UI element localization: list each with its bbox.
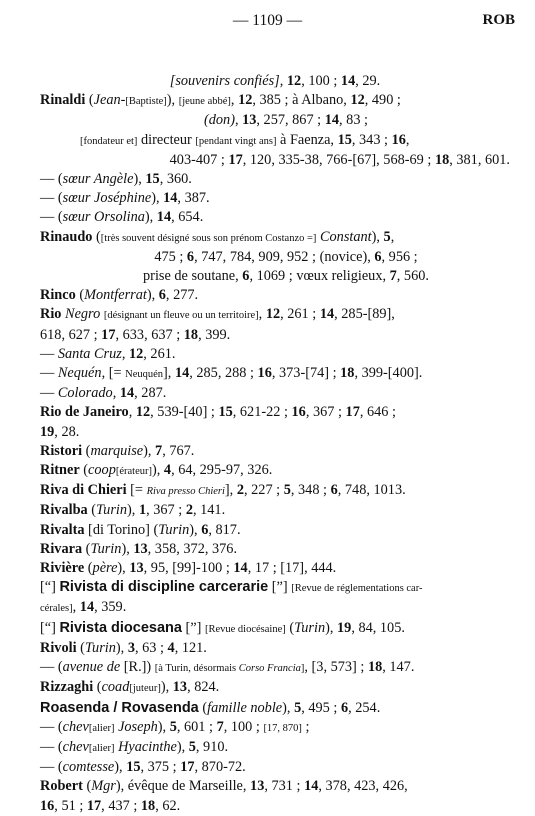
index-entry: [“] Rivista diocesana [”] [Revue diocésaine] (Turin), 19, 84, 105. — [40, 619, 405, 636]
index-line: (don), 13, 257, 867 ; 14, 83 ; — [203, 112, 369, 129]
index-entry: — (chev[alier] Joseph), 5, 601 ; 7, 100 ; [17, 870] ; — [40, 718, 310, 735]
index-entries — [40, 72, 510, 816]
index-entry: Rinco (Montferrat), 6, 277. — [40, 287, 199, 304]
index-line: 403-407 ; 17, 120, 335-38, 766-[67], 568-69 ; 18, 381, 601. — [169, 151, 510, 168]
index-entry: Rivalba (Turin), 1, 367 ; 2, 141. — [40, 502, 226, 519]
index-line: [souvenirs confiés], 12, 100 ; 14, 29. — [169, 73, 381, 89]
index-entry: Riva di Chieri [= Riva presso Chieri], 2, 227 ; 5, 348 ; 6, 748, 1013. — [40, 482, 406, 499]
index-entry: — Colorado, 14, 287. — [40, 385, 167, 402]
index-entry: — (sœur Joséphine), 14, 387. — [40, 190, 210, 207]
index-entry: — (sœur Angèle), 15, 360. — [40, 171, 192, 188]
index-entry: Rivalta [di Torino] (Turin), 6, 817. — [40, 521, 241, 538]
index-line: 618, 627 ; 17, 633, 637 ; 18, 399. — [40, 326, 231, 343]
index-entry: Rinaudo ([très souvent désigné sous son prénom Costanzo =] Constant), 5, 475 ; 6, 747, 784, 909, 952 ; (novice), 6, 956 ; prise de soutane, 6, 1069 ; vœux religieux, 7, 560. — [40, 228, 510, 287]
index-entry: [“] Rivista di discipline carcerarie [”] [Revue de réglementations car- cérales], 14, 359. — [40, 578, 510, 618]
index-entry: Rivara (Turin), 13, 358, 372, 376. — [40, 540, 238, 557]
index-entry: Ritner (coop[érateur]), 4, 64, 295-97, 326. — [40, 462, 273, 479]
index-entry: — (chev[alier] Hyacinthe), 5, 910. — [40, 738, 229, 755]
index-entry: — (comtesse), 15, 375 ; 17, 870-72. — [40, 759, 246, 776]
index-subentry: [fondateur et] directeur [pendant vingt ans] à Faenza, 15, 343 ; 16, 403-407 ; 17, 120, 335-38, 766-[67], 568-69 ; 18, 381, 601. — [40, 131, 510, 170]
index-line: 19, 28. — [40, 423, 80, 440]
index-entry: Rinaldi (Jean-[Baptiste]), [jeune abbé], 12, 385 ; à Albano, 12, 490 ; (don), 13, 257, 867 ; 14, 83 ; — [40, 91, 510, 130]
index-entry: Rivoli (Turin), 3, 63 ; 4, 121. — [40, 639, 207, 656]
index-entry: Rio Negro [désignant un fleuve ou un territoire], 12, 261 ; 14, 285-[89], 618, 627 ; 17, 633, 637 ; 18, 399. — [40, 305, 510, 344]
index-entry: — (avenue de [R.]) [à Turin, désormais Corso Francia], [3, 573] ; 18, 147. — [40, 659, 415, 676]
index-entry: Rivière (père), 13, 95, [99]-100 ; 14, 17 ; [17], 444. — [40, 560, 337, 577]
index-entry: Roasenda / Rovasenda (famille noble), 5, 495 ; 6, 254. — [40, 699, 381, 716]
index-line: 475 ; 6, 747, 784, 909, 952 ; (novice), 6, 956 ; — [154, 248, 418, 265]
index-entry: Robert (Mgr), évêque de Marseille, 13, 731 ; 14, 378, 423, 426, 16, 51 ; 17, 437 ; 18, 62. — [40, 777, 510, 815]
index-line: 16, 51 ; 17, 437 ; 18, 62. — [40, 797, 181, 814]
index-entry: Rizzaghi (coad[juteur]), 13, 824. — [40, 679, 220, 696]
index-entry: — Nequén, [= Neuquén], 14, 285, 288 ; 16, 373-[74] ; 18, 399-[400]. — [40, 365, 423, 382]
index-line: prise de soutane, 6, 1069 ; vœux religieux, 7, 560. — [143, 268, 429, 285]
index-entry: — Santa Cruz, 12, 261. — [40, 345, 176, 362]
index-entry: — (sœur Orsolina), 14, 654. — [40, 209, 204, 226]
index-entry: Rio de Janeiro, 12, 539-[40] ; 15, 621-22 ; 16, 367 ; 17, 646 ; 19, 28. — [40, 403, 510, 441]
running-head: ROB — [482, 12, 515, 28]
page-number: — 1109 — — [232, 12, 303, 29]
index-line: cérales], 14, 359. — [40, 599, 127, 616]
index-entry: Ristori (marquise), 7, 767. — [40, 442, 195, 459]
